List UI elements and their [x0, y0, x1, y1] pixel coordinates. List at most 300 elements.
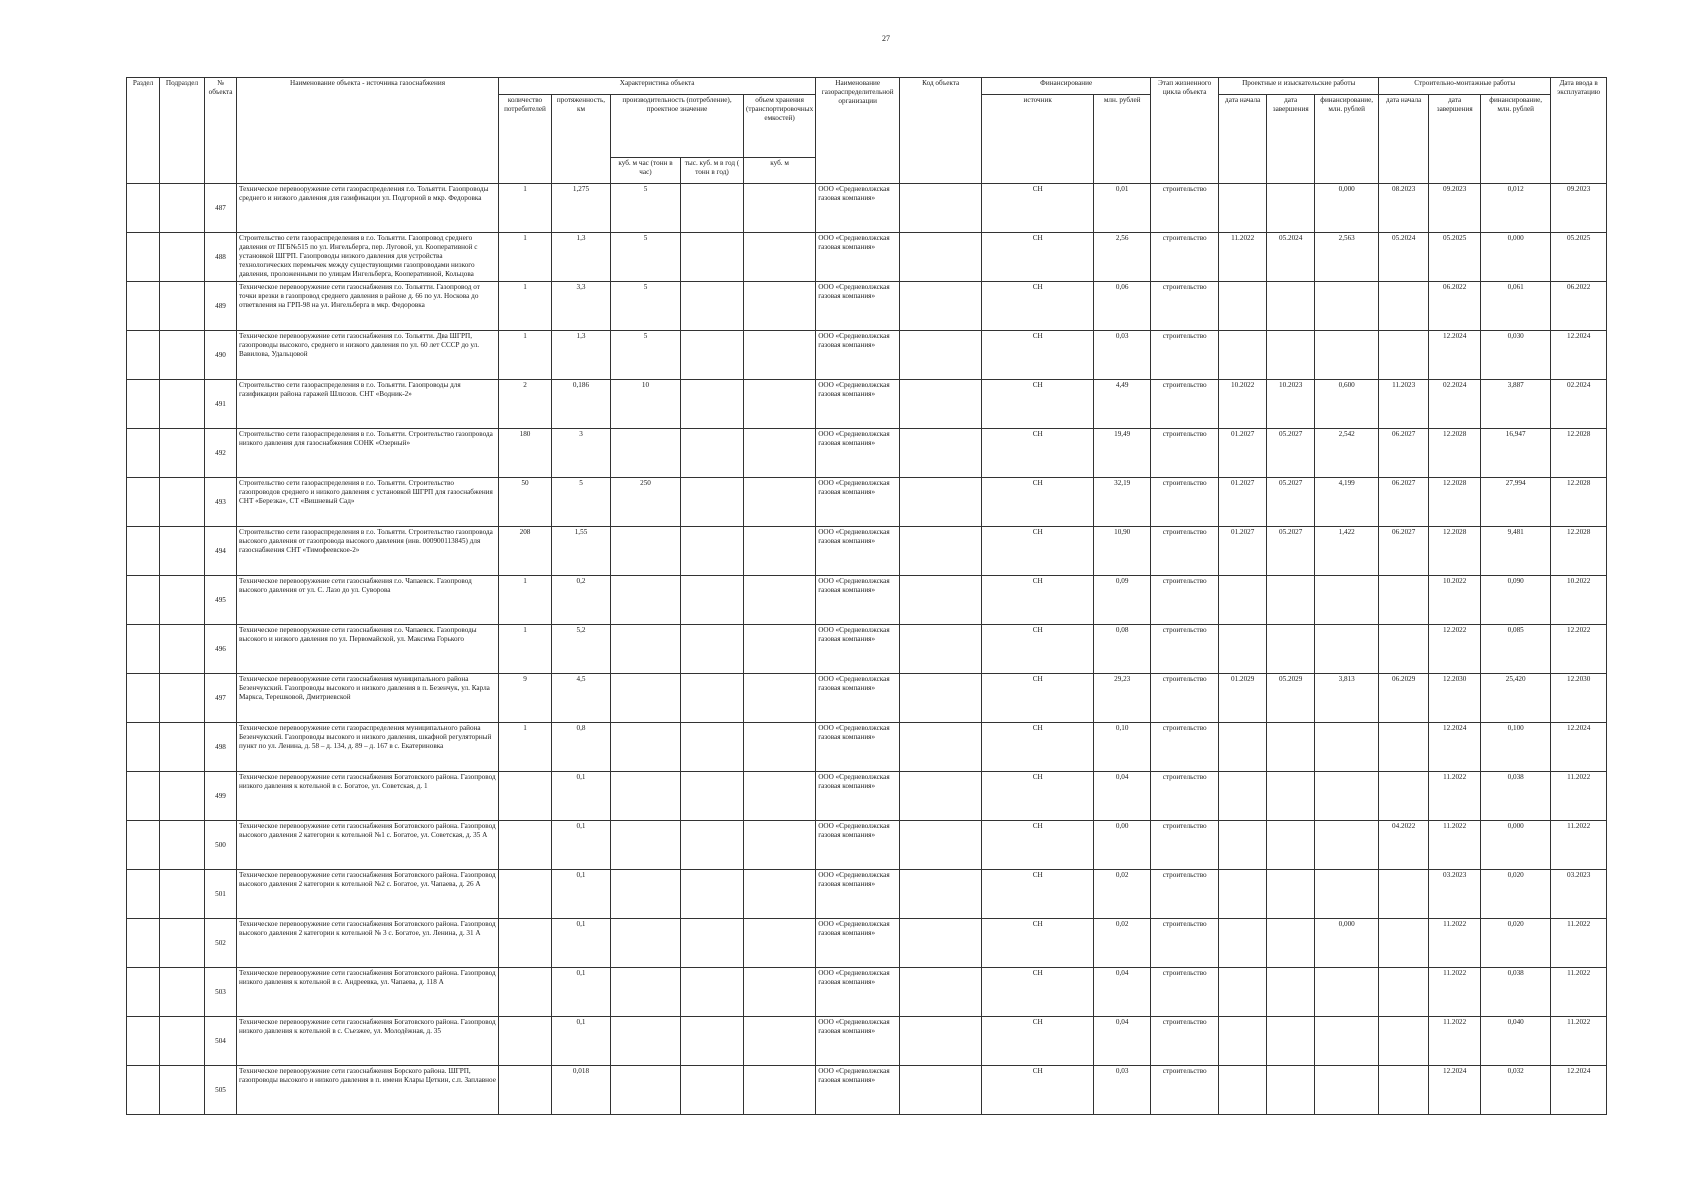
cell-obj-number: 497	[205, 674, 237, 723]
cell-fin-mln: 0,06	[1094, 282, 1151, 331]
cell-commission-date: 11.2022	[1551, 919, 1607, 968]
cell-fin-source: СН	[982, 576, 1094, 625]
cell-empty	[127, 233, 160, 282]
cell-gdo-name: ООО «Средневолжская газовая компания»	[816, 772, 900, 821]
cell-obj-name	[237, 821, 499, 870]
cell-capacity-hour	[611, 919, 681, 968]
cell-empty	[127, 331, 160, 380]
cell-commission-date: 12.2022	[1551, 625, 1607, 674]
cell-empty	[127, 429, 160, 478]
cell-capacity-year	[681, 331, 744, 380]
cell-design-end: 05.2029	[1267, 674, 1315, 723]
cell-capacity-year	[681, 919, 744, 968]
cell-constr-end: 12.2024	[1429, 1066, 1481, 1115]
cell-storage	[744, 478, 816, 527]
cell-storage	[744, 282, 816, 331]
page-number: 27	[882, 34, 890, 43]
cell-constr-start	[1379, 772, 1429, 821]
cell-constr-fin: 0,040	[1481, 1017, 1551, 1066]
cell-obj-number: 493	[205, 478, 237, 527]
cell-constr-fin: 0,100	[1481, 723, 1551, 772]
cell-design-fin	[1315, 1066, 1379, 1115]
table-row	[127, 674, 1607, 723]
cell-design-start	[1219, 1017, 1267, 1066]
cell-commission-date: 03.2023	[1551, 870, 1607, 919]
cell-fin-mln: 0,03	[1094, 1066, 1151, 1115]
cell-empty	[160, 331, 205, 380]
cell-empty	[160, 674, 205, 723]
cell-empty	[160, 282, 205, 331]
obj-name-text: Техническое перевооружение сети газоснабжения Богатовского района. Газопровод низкого давления к котельной в с. Андреевка, ул. Чапаева, д. 118 А	[239, 969, 496, 986]
cell-storage	[744, 723, 816, 772]
cell-design-start: 01.2027	[1219, 478, 1267, 527]
table-row	[127, 331, 1607, 380]
cell-fin-source: СН	[982, 233, 1094, 282]
header-design-end: дата завершения	[1267, 95, 1315, 184]
cell-constr-start: 11.2023	[1379, 380, 1429, 429]
cell-constr-fin: 25,420	[1481, 674, 1551, 723]
cell-consumers: 1	[499, 184, 552, 233]
cell-obj-number: 495	[205, 576, 237, 625]
cell-obj-name	[237, 919, 499, 968]
cell-obj-number: 491	[205, 380, 237, 429]
cell-commission-date: 10.2022	[1551, 576, 1607, 625]
cell-obj-name	[237, 1066, 499, 1115]
cell-commission-date: 11.2022	[1551, 821, 1607, 870]
cell-length: 1,3	[552, 233, 611, 282]
cell-constr-end: 11.2022	[1429, 821, 1481, 870]
cell-obj-name	[237, 184, 499, 233]
cell-fin-source: СН	[982, 968, 1094, 1017]
cell-capacity-year	[681, 282, 744, 331]
cell-lifecycle-stage: строительство	[1151, 723, 1219, 772]
cell-storage	[744, 233, 816, 282]
cell-constr-end: 12.2028	[1429, 429, 1481, 478]
cell-constr-end: 05.2025	[1429, 233, 1481, 282]
cell-gdo-name: ООО «Средневолжская газовая компания»	[816, 380, 900, 429]
cell-capacity-hour	[611, 674, 681, 723]
cell-obj-code	[900, 870, 982, 919]
cell-gdo-name: ООО «Средневолжская газовая компания»	[816, 478, 900, 527]
cell-storage	[744, 576, 816, 625]
cell-design-start: 11.2022	[1219, 233, 1267, 282]
cell-constr-start: 06.2027	[1379, 478, 1429, 527]
cell-obj-code	[900, 1066, 982, 1115]
cell-design-fin: 3,813	[1315, 674, 1379, 723]
cell-fin-source: СН	[982, 429, 1094, 478]
cell-fin-mln: 0,04	[1094, 1017, 1151, 1066]
cell-lifecycle-stage: строительство	[1151, 429, 1219, 478]
cell-empty	[160, 184, 205, 233]
cell-capacity-hour	[611, 429, 681, 478]
cell-design-start	[1219, 870, 1267, 919]
obj-name-text: Техническое перевооружение сети газоснабжения г.о. Тольятти. Два ШГРП, газопроводы высокого, среднего и низкого давления по ул. 60 лет СССР до ул. Вавилова, Удальцовой	[239, 332, 480, 358]
cell-gdo-name: ООО «Средневолжская газовая компания»	[816, 1017, 900, 1066]
cell-consumers	[499, 1017, 552, 1066]
cell-consumers: 1	[499, 625, 552, 674]
cell-empty	[160, 968, 205, 1017]
obj-name-text: Техническое перевооружение сети газоснабжения Богатовского района. Газопровод высокого давления 2 категории к котельной №1 с. Богатое, ул. Советская, д. 35 А	[239, 822, 496, 839]
cell-design-fin: 1,422	[1315, 527, 1379, 576]
cell-constr-start: 04.2022	[1379, 821, 1429, 870]
cell-obj-number: 498	[205, 723, 237, 772]
cell-constr-fin: 0,085	[1481, 625, 1551, 674]
cell-obj-number: 496	[205, 625, 237, 674]
cell-empty	[127, 674, 160, 723]
cell-constr-start	[1379, 723, 1429, 772]
cell-obj-name	[237, 478, 499, 527]
cell-consumers	[499, 1066, 552, 1115]
cell-constr-start	[1379, 870, 1429, 919]
header-gdo-name: Наименование газораспределительной организации	[816, 78, 900, 184]
cell-fin-mln: 0,10	[1094, 723, 1151, 772]
cell-constr-start	[1379, 331, 1429, 380]
obj-name-text: Техническое перевооружение сети газоснабжения Богатовского района. Газопровод высокого давления 2 категории к котельной № 3 с. Богатое, ул. Ленина, д. 31 А	[239, 920, 496, 937]
cell-lifecycle-stage: строительство	[1151, 625, 1219, 674]
cell-consumers: 1	[499, 331, 552, 380]
obj-name-text: Техническое перевооружение сети газораспределения муниципального района Безенчукский. Газопроводы высокого и низкого давления, шкафной регуляторный пункт по ул. Ленина, д. 58 – д. 134, д. 89 – д. 167 в с. Екатериновка	[239, 724, 492, 750]
cell-length: 0,1	[552, 968, 611, 1017]
cell-length: 0,1	[552, 870, 611, 919]
cell-commission-date: 09.2023	[1551, 184, 1607, 233]
cell-storage	[744, 625, 816, 674]
cell-design-end	[1267, 870, 1315, 919]
cell-constr-start	[1379, 919, 1429, 968]
cell-gdo-name: ООО «Средневолжская газовая компания»	[816, 331, 900, 380]
cell-obj-code	[900, 723, 982, 772]
table-body	[127, 184, 1607, 1115]
header-consumers: количество потребителей	[499, 95, 552, 184]
cell-fin-source: СН	[982, 919, 1094, 968]
cell-obj-code	[900, 429, 982, 478]
cell-constr-fin: 0,061	[1481, 282, 1551, 331]
cell-empty	[160, 478, 205, 527]
cell-constr-start: 06.2029	[1379, 674, 1429, 723]
header-source: источник	[982, 95, 1094, 184]
cell-design-end	[1267, 331, 1315, 380]
cell-fin-source: СН	[982, 674, 1094, 723]
cell-design-fin	[1315, 968, 1379, 1017]
cell-consumers	[499, 772, 552, 821]
cell-gdo-name: ООО «Средневолжская газовая компания»	[816, 674, 900, 723]
cell-design-fin: 0,600	[1315, 380, 1379, 429]
cell-storage	[744, 772, 816, 821]
cell-capacity-year	[681, 968, 744, 1017]
cell-fin-mln: 10,90	[1094, 527, 1151, 576]
cell-fin-mln: 32,19	[1094, 478, 1151, 527]
table-row	[127, 772, 1607, 821]
cell-design-fin	[1315, 772, 1379, 821]
obj-name-text: Строительство сети газораспределения в г.о. Тольятти. Газопровод среднего давления от ПГБ№515 по ул. Ингельберга, пер. Луговой, ул. Кооперативной с установкой ШГРП. Газопроводы низкого давления для устройства технологических перемычек между существующими газопроводами низкого давления, проложенными по улицам Ингельберга, Кооперативной, Кольцова	[239, 234, 478, 278]
cell-capacity-hour	[611, 1017, 681, 1066]
table-row	[127, 821, 1607, 870]
obj-name-text: Техническое перевооружение сети газоснабжения г.о. Чапаевск. Газопровод высокого давления от ул. С. Лазо до ул. Суворова	[239, 577, 472, 594]
cell-obj-code	[900, 1017, 982, 1066]
cell-empty	[160, 821, 205, 870]
obj-name-text: Техническое перевооружение сети газоснабжения Богатовского района. Газопровод низкого давления к котельной в с. Съезжее, ул. Молодёжная, д. 35	[239, 1018, 496, 1035]
cell-constr-fin: 0,012	[1481, 184, 1551, 233]
cell-length: 0,1	[552, 919, 611, 968]
cell-empty	[160, 1017, 205, 1066]
cell-design-start: 01.2027	[1219, 429, 1267, 478]
cell-gdo-name: ООО «Средневолжская газовая компания»	[816, 1066, 900, 1115]
cell-design-fin	[1315, 821, 1379, 870]
cell-empty	[127, 772, 160, 821]
cell-constr-end: 12.2028	[1429, 527, 1481, 576]
cell-obj-code	[900, 674, 982, 723]
cell-lifecycle-stage: строительство	[1151, 233, 1219, 282]
header-commission: Дата ввода в эксплуатацию	[1551, 78, 1607, 184]
cell-empty	[127, 478, 160, 527]
cell-lifecycle-stage: строительство	[1151, 282, 1219, 331]
cell-lifecycle-stage: строительство	[1151, 331, 1219, 380]
cell-lifecycle-stage: строительство	[1151, 870, 1219, 919]
cell-design-fin: 0,000	[1315, 184, 1379, 233]
cell-empty	[160, 233, 205, 282]
table-row	[127, 429, 1607, 478]
table-row	[127, 184, 1607, 233]
cell-constr-end: 12.2022	[1429, 625, 1481, 674]
cell-constr-fin: 0,000	[1481, 821, 1551, 870]
cell-design-end: 05.2027	[1267, 478, 1315, 527]
cell-lifecycle-stage: строительство	[1151, 674, 1219, 723]
cell-consumers: 1	[499, 576, 552, 625]
cell-length: 1,3	[552, 331, 611, 380]
cell-storage	[744, 331, 816, 380]
cell-gdo-name: ООО «Средневолжская газовая компания»	[816, 919, 900, 968]
cell-design-start: 10.2022	[1219, 380, 1267, 429]
cell-empty	[160, 527, 205, 576]
cell-length: 0,8	[552, 723, 611, 772]
header-obj-code: Код объекта	[900, 78, 982, 184]
cell-constr-end: 03.2023	[1429, 870, 1481, 919]
header-capacity: производительность (потребление), проектное значение	[611, 95, 744, 158]
cell-obj-name	[237, 723, 499, 772]
cell-design-end	[1267, 625, 1315, 674]
cell-capacity-year	[681, 429, 744, 478]
cell-lifecycle-stage: строительство	[1151, 478, 1219, 527]
cell-empty	[127, 576, 160, 625]
cell-design-start	[1219, 184, 1267, 233]
cell-constr-start	[1379, 576, 1429, 625]
cell-consumers	[499, 870, 552, 919]
cell-commission-date: 11.2022	[1551, 1017, 1607, 1066]
cell-capacity-year	[681, 527, 744, 576]
cell-consumers: 1	[499, 282, 552, 331]
cell-lifecycle-stage: строительство	[1151, 772, 1219, 821]
obj-name-text: Техническое перевооружение сети газоснабжения муниципального района Безенчукский. Газопроводы высокого и низкого давления в п. Безенчук, ул. Карла Маркса, Терешковой, Дмитриевской	[239, 675, 490, 701]
cell-obj-code	[900, 478, 982, 527]
cell-length: 1,55	[552, 527, 611, 576]
cell-commission-date: 12.2028	[1551, 478, 1607, 527]
cell-capacity-year	[681, 233, 744, 282]
cell-storage	[744, 184, 816, 233]
cell-length: 5,2	[552, 625, 611, 674]
cell-design-end	[1267, 184, 1315, 233]
cell-empty	[127, 1017, 160, 1066]
cell-fin-mln: 0,08	[1094, 625, 1151, 674]
header-design-fin: финансирование, млн. рублей	[1315, 95, 1379, 184]
cell-constr-fin: 0,032	[1481, 1066, 1551, 1115]
cell-obj-number: 503	[205, 968, 237, 1017]
cell-fin-mln: 19,49	[1094, 429, 1151, 478]
cell-design-fin	[1315, 625, 1379, 674]
cell-capacity-hour: 10	[611, 380, 681, 429]
cell-consumers	[499, 919, 552, 968]
cell-design-end: 10.2023	[1267, 380, 1315, 429]
cell-constr-start: 06.2027	[1379, 429, 1429, 478]
cell-design-start	[1219, 1066, 1267, 1115]
cell-fin-mln: 0,04	[1094, 968, 1151, 1017]
cell-storage	[744, 527, 816, 576]
cell-empty	[160, 1066, 205, 1115]
cell-constr-end: 10.2022	[1429, 576, 1481, 625]
header-cap-hour: куб. м час (тонн в час)	[611, 158, 681, 184]
cell-fin-source: СН	[982, 870, 1094, 919]
cell-constr-end: 09.2023	[1429, 184, 1481, 233]
cell-design-end	[1267, 919, 1315, 968]
cell-capacity-year	[681, 723, 744, 772]
cell-constr-fin: 0,020	[1481, 919, 1551, 968]
cell-design-fin: 4,199	[1315, 478, 1379, 527]
table-row	[127, 870, 1607, 919]
cell-obj-number: 494	[205, 527, 237, 576]
cell-design-fin	[1315, 1017, 1379, 1066]
cell-empty	[127, 723, 160, 772]
header-obj-no: № объекта	[205, 78, 237, 184]
cell-fin-source: СН	[982, 478, 1094, 527]
cell-design-fin	[1315, 870, 1379, 919]
cell-fin-mln: 0,00	[1094, 821, 1151, 870]
cell-design-end: 05.2027	[1267, 429, 1315, 478]
cell-obj-name	[237, 282, 499, 331]
cell-obj-number: 487	[205, 184, 237, 233]
obj-name-text: Техническое перевооружение сети газораспределения г.о. Тольятти. Газопроводы среднего и низкого давления для газификации ул. Подгорной в мкр. Федоровка	[239, 185, 489, 202]
cell-constr-fin: 0,000	[1481, 233, 1551, 282]
cell-empty	[127, 821, 160, 870]
cell-obj-code	[900, 184, 982, 233]
cell-fin-source: СН	[982, 772, 1094, 821]
cell-constr-start	[1379, 1066, 1429, 1115]
obj-name-text: Строительство сети газораспределения в г.о. Тольятти. Строительство газопровода низкого давления для газоснабжения СОНК «Озерный»	[239, 430, 493, 447]
cell-length: 0,1	[552, 821, 611, 870]
cell-capacity-year	[681, 625, 744, 674]
header-storage-unit: куб. м	[744, 158, 816, 184]
header-constr-end: дата завершения	[1429, 95, 1481, 184]
cell-design-start	[1219, 919, 1267, 968]
cell-constr-fin: 27,994	[1481, 478, 1551, 527]
cell-obj-code	[900, 380, 982, 429]
cell-gdo-name: ООО «Средневолжская газовая компания»	[816, 870, 900, 919]
cell-empty	[160, 380, 205, 429]
header-design-start: дата начала	[1219, 95, 1267, 184]
cell-lifecycle-stage: строительство	[1151, 919, 1219, 968]
cell-capacity-year	[681, 1017, 744, 1066]
cell-gdo-name: ООО «Средневолжская газовая компания»	[816, 576, 900, 625]
cell-capacity-hour	[611, 576, 681, 625]
cell-constr-start: 06.2027	[1379, 527, 1429, 576]
cell-constr-end: 11.2022	[1429, 919, 1481, 968]
cell-fin-source: СН	[982, 1066, 1094, 1115]
cell-fin-source: СН	[982, 527, 1094, 576]
cell-commission-date: 05.2025	[1551, 233, 1607, 282]
cell-capacity-year	[681, 184, 744, 233]
header-constr-start: дата начала	[1379, 95, 1429, 184]
cell-empty	[127, 625, 160, 674]
cell-obj-number: 490	[205, 331, 237, 380]
cell-fin-mln: 4,49	[1094, 380, 1151, 429]
cell-empty	[160, 576, 205, 625]
cell-design-fin	[1315, 723, 1379, 772]
cell-obj-code	[900, 331, 982, 380]
cell-storage	[744, 429, 816, 478]
cell-constr-fin: 9,481	[1481, 527, 1551, 576]
cell-lifecycle-stage: строительство	[1151, 184, 1219, 233]
cell-consumers: 1	[499, 233, 552, 282]
cell-obj-number: 488	[205, 233, 237, 282]
cell-fin-source: СН	[982, 821, 1094, 870]
cell-lifecycle-stage: строительство	[1151, 821, 1219, 870]
table-row	[127, 380, 1607, 429]
cell-design-end	[1267, 1017, 1315, 1066]
cell-design-end	[1267, 772, 1315, 821]
cell-constr-end: 02.2024	[1429, 380, 1481, 429]
table-row	[127, 919, 1607, 968]
table-row	[127, 1017, 1607, 1066]
cell-obj-name	[237, 968, 499, 1017]
cell-lifecycle-stage: строительство	[1151, 527, 1219, 576]
cell-design-end	[1267, 282, 1315, 331]
cell-commission-date: 12.2024	[1551, 1066, 1607, 1115]
cell-obj-name	[237, 576, 499, 625]
cell-design-start	[1219, 821, 1267, 870]
cell-commission-date: 11.2022	[1551, 772, 1607, 821]
cell-capacity-year	[681, 380, 744, 429]
header-financing: Финансирование	[982, 78, 1151, 95]
cell-length: 5	[552, 478, 611, 527]
cell-constr-fin: 0,090	[1481, 576, 1551, 625]
cell-empty	[127, 1066, 160, 1115]
cell-storage	[744, 1017, 816, 1066]
cell-length: 0,1	[552, 772, 611, 821]
table-row	[127, 576, 1607, 625]
cell-gdo-name: ООО «Средневолжская газовая компания»	[816, 184, 900, 233]
table-row	[127, 233, 1607, 282]
cell-design-fin	[1315, 331, 1379, 380]
cell-constr-fin: 3,887	[1481, 380, 1551, 429]
cell-consumers: 180	[499, 429, 552, 478]
cell-obj-code	[900, 527, 982, 576]
cell-obj-number: 502	[205, 919, 237, 968]
header-constr-fin: финансирование, млн. рублей	[1481, 95, 1551, 184]
cell-constr-end: 11.2022	[1429, 1017, 1481, 1066]
obj-name-text: Техническое перевооружение сети газоснабжения г.о. Тольятти. Газопровод от точки врезки в газопровод среднего давления в районе д. 66 по ул. Носкова до ответвления на ГРП-98 на ул. Ингельберга в мкр. Федоровка	[239, 283, 480, 309]
cell-design-fin: 0,000	[1315, 919, 1379, 968]
cell-capacity-year	[681, 772, 744, 821]
cell-obj-name	[237, 772, 499, 821]
cell-design-start	[1219, 576, 1267, 625]
cell-fin-mln: 0,04	[1094, 772, 1151, 821]
table-row	[127, 968, 1607, 1017]
cell-consumers	[499, 968, 552, 1017]
cell-empty	[127, 919, 160, 968]
cell-design-fin	[1315, 282, 1379, 331]
cell-obj-code	[900, 576, 982, 625]
cell-constr-start: 08.2023	[1379, 184, 1429, 233]
cell-obj-code	[900, 821, 982, 870]
cell-capacity-hour: 5	[611, 331, 681, 380]
cell-fin-source: СН	[982, 184, 1094, 233]
